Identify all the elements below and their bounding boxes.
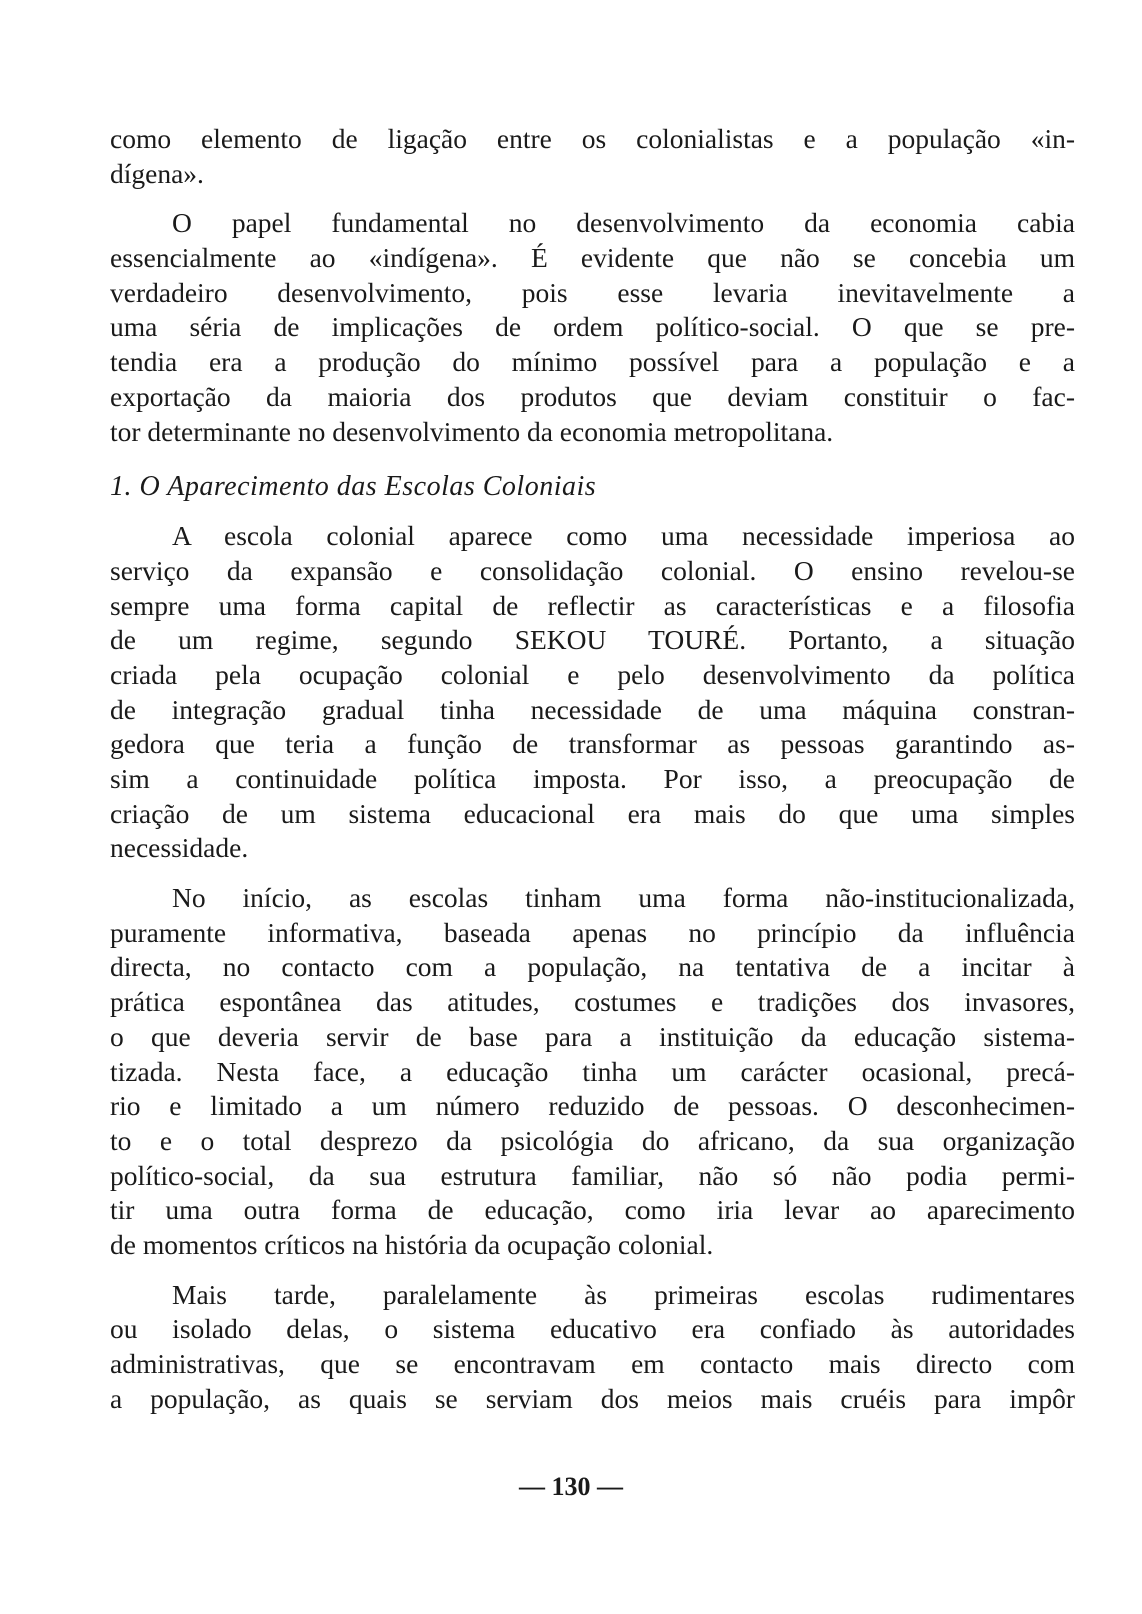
text-block-before [110,122,1075,449]
text-line: A escola colonial aparece como uma necessidade imperiosa ao [172,520,1075,552]
text-line: necessidade. [110,832,249,864]
text-line: tir uma outra forma de educação, como iria levar ao aparecimento [110,1194,1075,1226]
text-line: serviço da expansão e consolidação colonial. O ensino revelou-se [110,554,1075,586]
text-line: essencialmente ao «indígena». É evidente que não se concebia um [110,242,1075,274]
text-line: de integração gradual tinha necessidade de uma máquina constran- [110,693,1075,725]
paragraph [110,881,1075,1263]
text-line: tor determinante no desenvolvimento da economia metropolitana. [110,415,834,447]
text-line: Mais tarde, paralelamente às primeiras escolas rudimentares [172,1278,1075,1310]
text-line: como elemento de ligação entre os colonialistas e a população «in- [110,123,1075,154]
section-heading: 1. O Aparecimento das Escolas Coloniais [110,471,597,503]
paragraph [110,206,1075,449]
text-line: de um regime, segundo SEKOU TOURÉ. Portanto, a situação [110,624,1075,656]
text-line: prática espontânea das atitudes, costumes e tradições dos invasores, [110,986,1075,1018]
text-line: gedora que teria a função de transformar as pessoas garantindo as- [110,728,1075,760]
text-line: No início, as escolas tinham uma forma não-institucionalizada, [172,882,1075,914]
paragraph [110,122,1075,191]
text-line: ou isolado delas, o sistema educativo era confiado às autoridades [110,1313,1075,1345]
text-line: directa, no contacto com a população, na tentativa de a incitar à [110,951,1075,983]
text-line: sim a continuidade política imposta. Por isso, a preocupação de [110,763,1075,794]
text-block-after [110,519,1075,1416]
text-line: O papel fundamental no desenvolvimento da economia cabia [172,207,1075,239]
text-line: sempre uma forma capital de reflectir as características e a filosofia [110,589,1075,621]
text-line: rio e limitado a um número reduzido de pessoas. O desconhecimen- [110,1090,1075,1122]
page-number: — 130 — [519,1472,623,1501]
text-line: tizada. Nesta face, a educação tinha um carácter ocasional, precá- [110,1055,1075,1087]
text-line: puramente informativa, baseada apenas no princípio da influência [110,916,1075,948]
text-line: político-social, da sua estrutura familiar, não só não podia permi- [110,1159,1075,1191]
text-line: dígena». [110,157,204,189]
text-line: exportação da maioria dos produtos que deviam constituir o fac- [110,380,1075,412]
page-body [110,122,1075,1416]
text-line: administrativas, que se encontravam em contacto mais directo com [110,1348,1075,1379]
text-line: de momentos críticos na história da ocupação colonial. [110,1228,714,1260]
paragraph [110,1278,1075,1417]
text-line: criação de um sistema educacional era mais do que uma simples [110,797,1075,829]
text-line: o que deveria servir de base para a instituição da educação sistema- [110,1020,1075,1052]
paragraph [110,519,1075,866]
text-line: criada pela ocupação colonial e pelo desenvolvimento da política [110,658,1075,690]
text-line: verdadeiro desenvolvimento, pois esse levaria inevitavelmente a [110,276,1075,308]
text-line: to e o total desprezo da psicológia do africano, da sua organização [110,1124,1075,1156]
text-line: tendia era a produção do mínimo possível para a população e a [110,346,1075,378]
text-line: uma séria de implicações de ordem político-social. O que se pre- [110,311,1075,343]
text-line: a população, as quais se serviam dos meios mais cruéis para impôr [110,1382,1075,1414]
